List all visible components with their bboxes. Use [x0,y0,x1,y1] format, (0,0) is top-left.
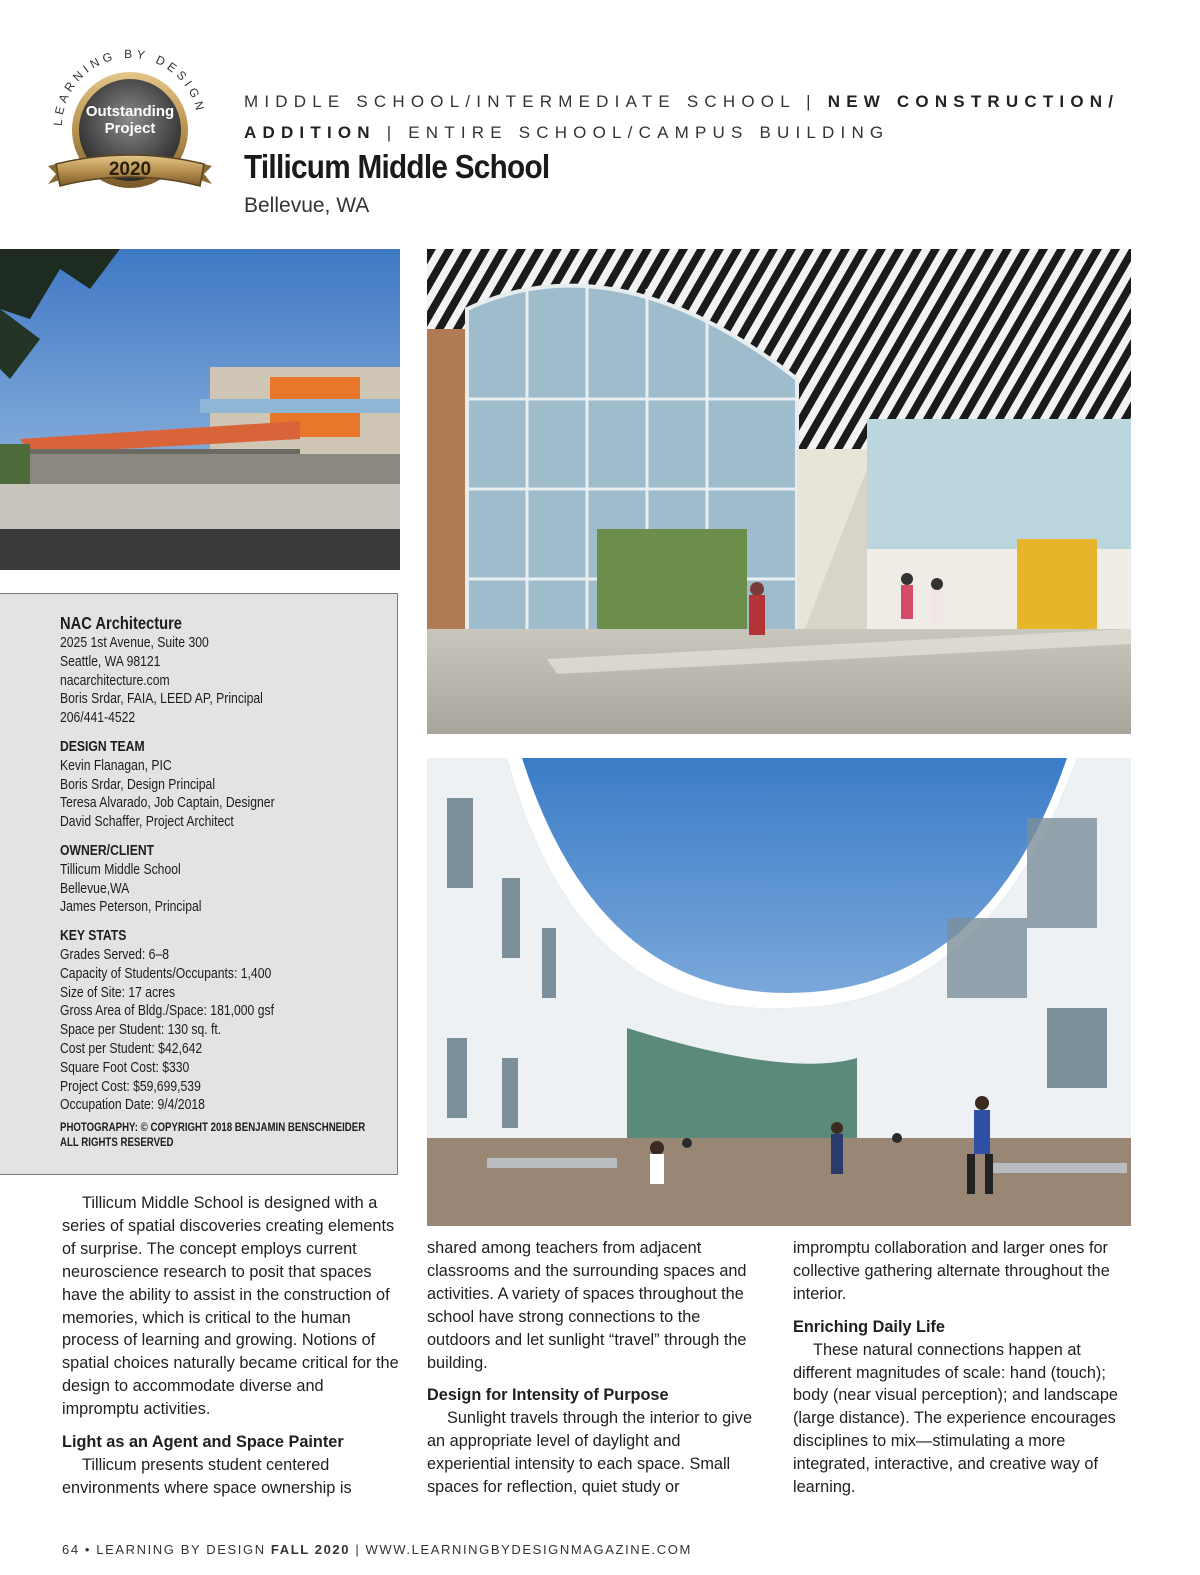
courtyard-band-photo [427,758,1131,1226]
key-stats-heading: KEY STATS [60,928,127,945]
article-paragraph-cont: impromptu collaboration and larger ones for collective gathering alternate throughout the interior. [793,1239,1110,1303]
project-category [244,86,1144,148]
stat-line: Cost per Student: $42,642 [60,1040,203,1057]
article-paragraph-cont: shared among teachers from adjacent classrooms and the surrounding spaces and activities. A variety of spaces throughout the school have strong connections to the outdoors and let sunlight “travel” through the building. [427,1239,747,1372]
firm-phone: 206/441-4522 [60,710,136,727]
stat-line: Gross Area of Bldg./Space: 181,000 gsf [60,1003,274,1020]
badge-year: 2020 [108,159,152,180]
rights-reserved: ALL RIGHTS RESERVED [60,1137,174,1150]
article-paragraph: These natural connections happen at different magnitudes of scale: hand (touch); body (near visual perception); and landscape (large distance). The experience encourages disciplines to mix—stimulating a more integrated, interactive, and creative way of learning. [793,1340,1118,1497]
design-team-heading: DESIGN TEAM [60,738,145,755]
stat-line: Capacity of Students/Occupants: 1,400 [60,965,272,982]
owner-line: Tillicum Middle School [60,861,181,878]
project-info-box [0,593,398,1175]
design-team-member: Teresa Alvarado, Job Captain, Designer [60,795,275,812]
article-column-3 [793,1237,1133,1499]
category-bold-1: NEW CONSTRUCTION/ [827,92,1120,111]
firm-city-line: Seattle, WA 98121 [60,653,161,670]
category-bold-2: ADDITION [244,123,376,142]
section-heading-intensity: Design for Intensity of Purpose [427,1386,669,1405]
stat-line: Occupation Date: 9/4/2018 [60,1097,205,1114]
photo-credit: PHOTOGRAPHY: © COPYRIGHT 2018 BENJAMIN BENSCHNEIDER [60,1122,366,1135]
page-number: 64 [62,1542,80,1557]
outstanding-project-badge [40,34,220,214]
badge-label-2: Project [104,120,156,137]
badge-arc-text: LEARNING BY DESIGN [50,46,208,127]
stat-line: Size of Site: 17 acres [60,984,176,1001]
school-exterior-photo [0,249,400,570]
section-heading-daily-life: Enriching Daily Life [793,1317,945,1336]
page-footer [62,1542,692,1557]
firm-name: NAC Architecture [60,613,182,633]
article-paragraph: Tillicum presents student centered environments where space ownership is [62,1455,352,1497]
stat-line: Grades Served: 6–8 [60,946,170,963]
article-intro: Tillicum Middle School is designed with a series of spatial discoveries creating elements of surprise. The concept employs current neuroscience research to posit that spaces have the ability to assist in the construction of memories, which is critical to the human process of learning and growing. Notions of spatial choices naturally became critical for the design to accommodate diverse and impromptu activities. [62,1194,399,1419]
firm-contact: Boris Srdar, FAIA, LEED AP, Principal [60,691,263,708]
page-title: Tillicum Middle School [244,148,550,185]
section-heading-light: Light as an Agent and Space Painter [62,1433,344,1452]
firm-website: nacarchitecture.com [60,672,170,689]
stat-line: Space per Student: 130 sq. ft. [60,1022,222,1039]
owner-line: James Peterson, Principal [60,899,202,916]
design-team-member: Kevin Flanagan, PIC [60,757,172,774]
badge-label-1: Outstanding [85,103,175,120]
article-paragraph: Sunlight travels through the interior to give an appropriate level of daylight and experiential intensity to each space. Small spaces for reflection, quiet study or [427,1409,752,1497]
firm-address-line: 2025 1st Avenue, Suite 300 [60,635,209,651]
category-text-2: | ENTIRE SCHOOL/CAMPUS BUILDING [375,123,890,142]
owner-line: Bellevue,WA [60,880,130,897]
category-text-1: MIDDLE SCHOOL/INTERMEDIATE SCHOOL | [244,92,828,111]
article-column-1 [62,1192,404,1500]
design-team-member: David Schaffer, Project Architect [60,814,234,831]
owner-heading: OWNER/CLIENT [60,842,155,859]
project-location: Bellevue, WA [244,194,370,217]
website-url: | WWW.LEARNINGBYDESIGNMAGAZINE.COM [350,1542,692,1557]
article-column-2 [427,1237,767,1499]
stat-line: Project Cost: $59,699,539 [60,1078,201,1095]
design-team-member: Boris Srdar, Design Principal [60,776,216,793]
publication-name: • LEARNING BY DESIGN [79,1542,271,1557]
issue-label: FALL 2020 [270,1542,351,1557]
stat-line: Square Foot Cost: $330 [60,1059,190,1076]
atrium-interior-photo [427,249,1131,734]
